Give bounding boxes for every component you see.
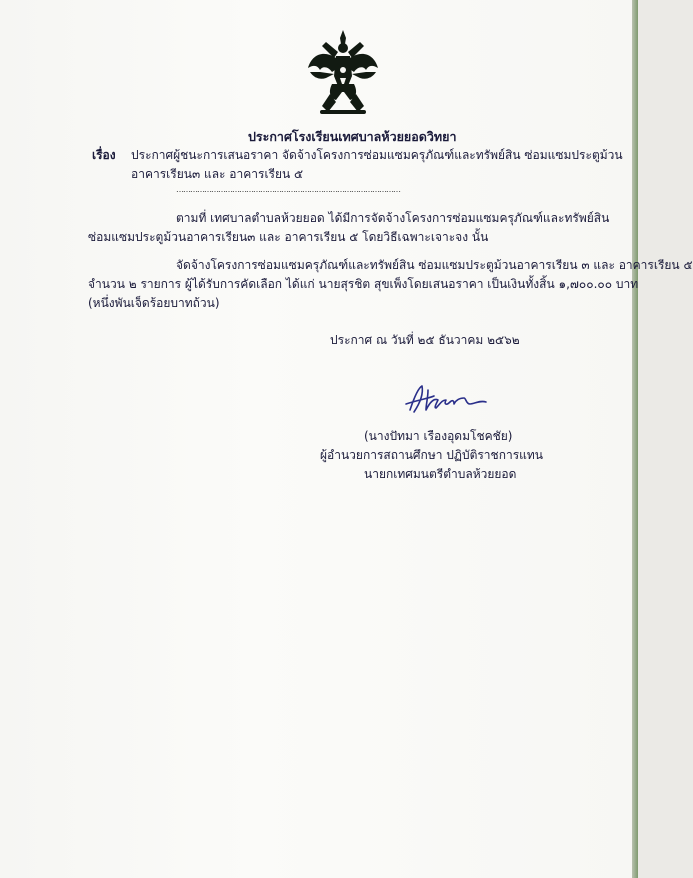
signer-position-1: ผู้อำนวยการสถานศึกษา ปฏิบัติราชการแทน (320, 448, 543, 462)
subject-line-2: อาคารเรียน๓ และ อาคารเรียน ๕ (131, 167, 304, 181)
signer-name: (นางปัทมา เรืองอุดมโชคชัย) (364, 429, 513, 443)
para2-line-2: จำนวน ๒ รายการ ผู้ได้รับการคัดเลือก ได้แก่ นายสุรชิต สุขเพ็งโดยเสนอราคา เป็นเงินทั้งสิ้น ๑,๗๐๐.๐๐ บาท (88, 277, 639, 291)
para2-line-1: จัดจ้างโครงการซ่อมแซมครุภัณฑ์และทรัพย์สิน ซ่อมแซมประตูม้วนอาคารเรียน ๓ และ อาคารเรียน ๕ (176, 258, 693, 272)
scan-edge (632, 0, 638, 878)
document-title: ประกาศโรงเรียนเทศบาลห้วยยอดวิทยา (248, 129, 457, 144)
announce-date: ประกาศ ณ วันที่ ๒๕ ธันวาคม ๒๕๖๒ (330, 333, 520, 347)
para1-line-2: ซ่อมแซมประตูม้วนอาคารเรียน๓ และ อาคารเรียน ๕ โดยวิธีเฉพาะเจาะจง นั้น (88, 230, 489, 244)
para1-line-1: ตามที่ เทศบาลตำบลห้วยยอด ได้มีการจัดจ้างโครงการซ่อมแซมครุภัณฑ์และทรัพย์สิน (176, 211, 610, 225)
signature-image (404, 382, 490, 418)
subject-line-1: ประกาศผู้ชนะการเสนอราคา จัดจ้างโครงการซ่อมแซมครุภัณฑ์และทรัพย์สิน ซ่อมแซมประตูม้วน (131, 148, 623, 162)
garuda-emblem-icon (306, 28, 380, 116)
subject-label: เรื่อง (92, 148, 116, 162)
separator-dots: …………………………………………………………………………………… (176, 185, 400, 194)
signer-position-2: นายกเทศมนตรีตำบลห้วยยอด (364, 467, 517, 481)
para2-line-3: (หนึ่งพันเจ็ดร้อยบาทถ้วน) (88, 296, 220, 310)
